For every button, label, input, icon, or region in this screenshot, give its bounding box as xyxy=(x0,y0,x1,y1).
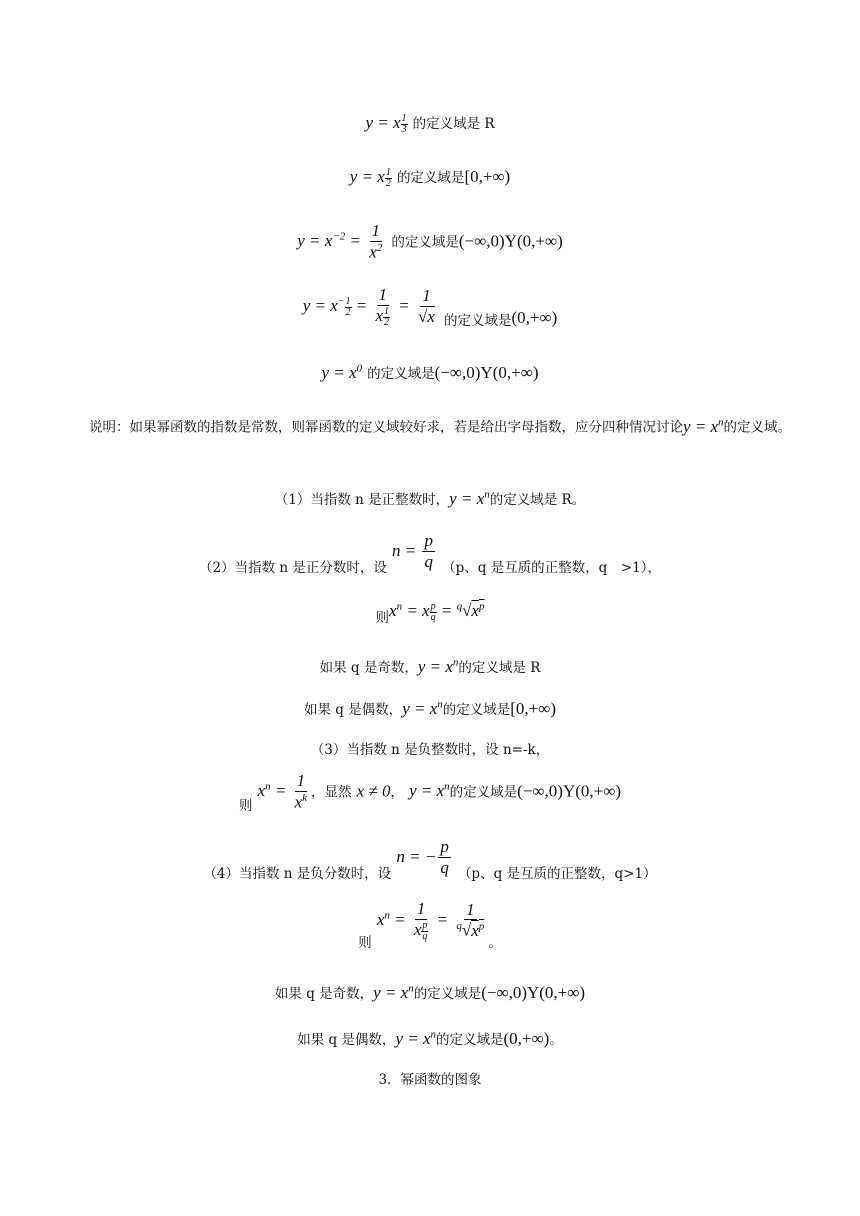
case-suffix: 的定义域是 R。 xyxy=(489,492,586,508)
case-4-then xyxy=(0,899,860,951)
case-prefix: （4）当指数 n 是负分数时，设 xyxy=(203,865,392,882)
case-3 xyxy=(0,738,860,758)
formula: $y = x^n$ xyxy=(402,698,443,718)
section-title: 3．幂函数的图象 xyxy=(378,1072,482,1088)
formula: $y = x^n$ xyxy=(395,1028,436,1048)
then-label: 则 xyxy=(238,798,253,815)
case-2-odd xyxy=(0,656,860,677)
formula: $x^n = x$ $\frac{p}{q}$ = $^q√x^p$ xyxy=(389,600,485,624)
note-paragraph xyxy=(50,410,830,440)
formula: y = x $\frac{1}{2}$ xyxy=(349,167,391,190)
case-4-odd xyxy=(0,982,860,1003)
note-prefix: 说明：如果幂函数的指数是常数，则幂函数的定义域较好求，若是给出字母指数，应分四种情况讨论 xyxy=(88,419,683,436)
row-text: 的定义域是 xyxy=(367,366,435,382)
case-end: 。 xyxy=(488,934,502,951)
formula: $y = x^n$ xyxy=(417,656,459,676)
formula: $x^n$ = 1 x $\frac{p}{q}$ = $\frac{1}{^q√x^p}$ xyxy=(376,899,485,943)
formula: n = − $\frac{p}{q}$ xyxy=(396,837,449,877)
case-suffix: 的定义域是 xyxy=(413,986,482,1002)
interval: (−∞,0)Y(0,+∞) xyxy=(434,363,539,382)
section-heading xyxy=(0,1068,860,1088)
interval: [0,+∞) xyxy=(510,699,557,718)
case-text: （3）当指数 n 是负整数时，设 n=-k， xyxy=(310,742,550,758)
interval: (0,+∞) xyxy=(511,307,558,327)
formula: n = $\frac{p}{q}$ xyxy=(392,531,433,571)
case-suffix: （p、q 是互质的正整数，q >1）， xyxy=(442,559,661,576)
row-text: 的定义域是 R xyxy=(412,116,495,132)
domain-row-inverse-square xyxy=(0,222,860,263)
case-4-even xyxy=(0,1028,860,1049)
interval: (0,+∞) xyxy=(503,1029,550,1048)
case-suffix: （p、q 是互质的正整数，q>1） xyxy=(457,865,657,882)
formula: $y = x^{- \frac{1}{2}}$ = 1 x $\frac{1}{2}$ = $\frac{1}{√x}$ xyxy=(302,285,435,329)
case-prefix: 如果 q 是偶数， xyxy=(303,702,403,718)
case-2-even xyxy=(0,698,860,719)
formula: y = x $\frac{1}{3}$ xyxy=(365,113,407,136)
case-suffix: 的定义域是 xyxy=(449,784,518,801)
case-mid2: ， xyxy=(390,784,405,801)
case-1 xyxy=(0,488,860,509)
formula: $y = x^n$ xyxy=(449,488,490,508)
case-prefix: 如果 q 是奇数， xyxy=(274,986,374,1002)
row-text: 的定义域是 xyxy=(396,170,465,186)
row-text: 的定义域是 xyxy=(391,234,459,251)
formula: $y = x^n$ xyxy=(373,982,414,1002)
case-2-then xyxy=(0,600,860,626)
formula: $y = x^n$ xyxy=(682,416,724,436)
case-suffix: 的定义域是 xyxy=(442,702,511,718)
domain-row-inverse-sqrt xyxy=(0,286,860,328)
formula: $y = x^n$ xyxy=(409,780,450,801)
row-text: 的定义域是 xyxy=(444,312,512,329)
case-suffix: 的定义域是 xyxy=(436,1032,504,1048)
interval: [0,+∞) xyxy=(464,167,511,186)
case-mid: ，显然 xyxy=(311,784,352,801)
domain-row-square-root xyxy=(0,166,860,189)
case-prefix: 如果 q 是偶数， xyxy=(297,1032,396,1048)
case-4 xyxy=(0,837,860,882)
interval: (−∞,0)Y(0,+∞) xyxy=(481,983,586,1002)
formula: $y = x^{-2}$ = $\frac{1}{x^2}$ xyxy=(297,221,383,262)
formula: $x^n$ = $\frac{1}{x^k}$ xyxy=(257,771,308,812)
then-label: 则 xyxy=(358,934,372,951)
formula: x ≠ 0 xyxy=(356,781,391,801)
case-prefix: （1）当指数 n 是正整数时， xyxy=(274,492,450,508)
case-2 xyxy=(0,531,860,576)
case-suffix: 的定义域是 R xyxy=(458,660,541,676)
case-prefix: （2）当指数 n 是正分数时，设 xyxy=(199,559,387,576)
case-prefix: 如果 q 是奇数， xyxy=(319,660,418,676)
case-3-then xyxy=(0,772,860,813)
case-end: 。 xyxy=(549,1032,563,1048)
formula: $y = x^0$ xyxy=(321,362,363,382)
domain-row-zero-power xyxy=(0,362,860,383)
note-suffix: 的定义域。 xyxy=(723,419,792,436)
interval: (−∞,0)Y(0,+∞) xyxy=(517,781,622,801)
then-label: 则 xyxy=(375,610,390,626)
domain-row-cube-root xyxy=(0,112,860,135)
interval: (−∞,0)Y(0,+∞) xyxy=(458,231,563,251)
